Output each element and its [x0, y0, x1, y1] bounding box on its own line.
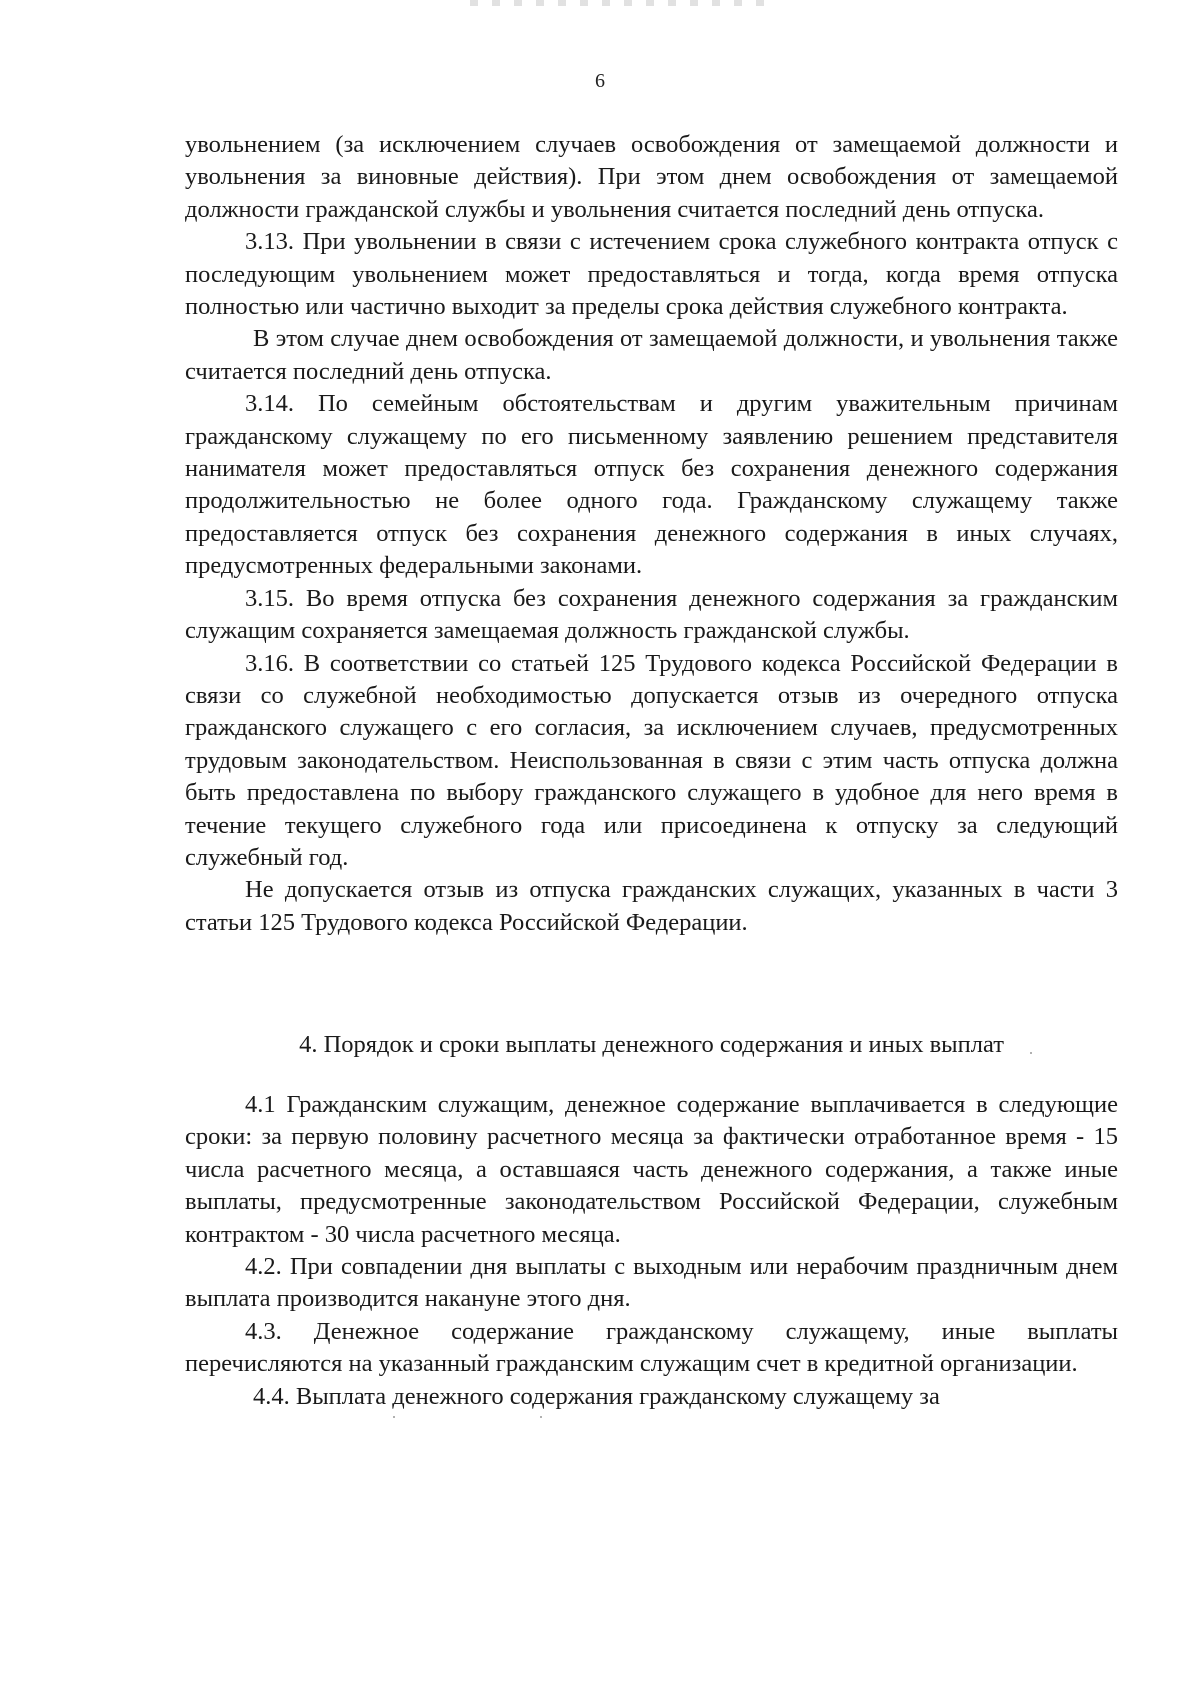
- paragraph-3-13: 3.13. При увольнении в связи с истечением срока служебного контракта отпуск с последующим увольнением может предоставляться и тогда, когда время отпуска полностью или частично выходит за пределы срока действия служебного контракта.: [185, 228, 1118, 321]
- scan-speck: [393, 1416, 395, 1418]
- paragraph-3-13-cont: В этом случае днем освобождения от замещаемой должности, и увольнения также считается последний день отпуска.: [185, 325, 1118, 385]
- section-4-heading: 4. Порядок и сроки выплаты денежного содержания и иных выплат: [299, 1031, 1004, 1058]
- paragraph-4-2: 4.2. При совпадении дня выплаты с выходным или нерабочим праздничным днем выплата производится накануне этого дня.: [185, 1253, 1118, 1313]
- paragraph-4-3: 4.3. Денежное содержание гражданскому служащему, иные выплаты перечисляются на указанный гражданским служащим счет в кредитной организации.: [185, 1317, 1118, 1378]
- text-block-section-4: [185, 1089, 1118, 1413]
- scan-speck: [540, 1416, 542, 1418]
- paragraph-3-14: 3.14. По семейным обстоятельствам и другим уважительным причинам гражданскому служащему по его письменному заявлению решением представителя нанимателя может предоставляться отпуск без сохранения денежного содержания продолжительностью не более одного года. Гражданскому служащему также предоставляется отпуск без сохранения денежного содержания в иных случаях, предусмотренных федеральными законами.: [185, 390, 1118, 580]
- scan-artifact-top: [470, 0, 770, 6]
- paragraph-3-16: 3.16. В соответствии со статьей 125 Трудового кодекса Российской Федерации в связи со служебной необходимостью допускается отзыв из очередного отпуска гражданского служащего с его согласия, за исключением случаев, предусмотренных трудовым законодательством. Неиспользованная в связи с этим часть отпуска должна быть предоставлена по выбору гражданского служащего в удобное для него время в течение текущего служебного года или присоединена к отпуску за следующий служебный год.: [185, 649, 1118, 871]
- paragraph-3-16-cont: Не допускается отзыв из отпуска гражданских служащих, указанных в части 3 статьи 125 Трудового кодекса Российской Федерации.: [185, 876, 1118, 936]
- paragraph-continuation: увольнением (за исключением случаев освобождения от замещаемой должности и увольнения за виновные действия). При этом днем освобождения от замещаемой должности гражданской службы и увольнения считается последний день отпуска.: [185, 131, 1118, 223]
- text-block-section-3: [185, 129, 1118, 939]
- page-number: 6: [595, 70, 605, 92]
- paragraph-3-15: 3.15. Во время отпуска без сохранения денежного содержания за гражданским служащим сохраняется замещаемая должность гражданской службы.: [185, 584, 1118, 645]
- scan-speck: [1030, 1052, 1032, 1054]
- paragraph-4-4: 4.4. Выплата денежного содержания гражданскому служащему за: [253, 1382, 940, 1410]
- paragraph-4-1: 4.1 Гражданским служащим, денежное содержание выплачивается в следующие сроки: за первую половину расчетного месяца за фактически отработанное время - 15 числа расчетного месяца, а оставшаяся часть денежного содержания, а также иные выплаты, предусмотренные законодательством Российской Федерации, служебным контрактом - 30 числа расчетного месяца.: [185, 1091, 1118, 1248]
